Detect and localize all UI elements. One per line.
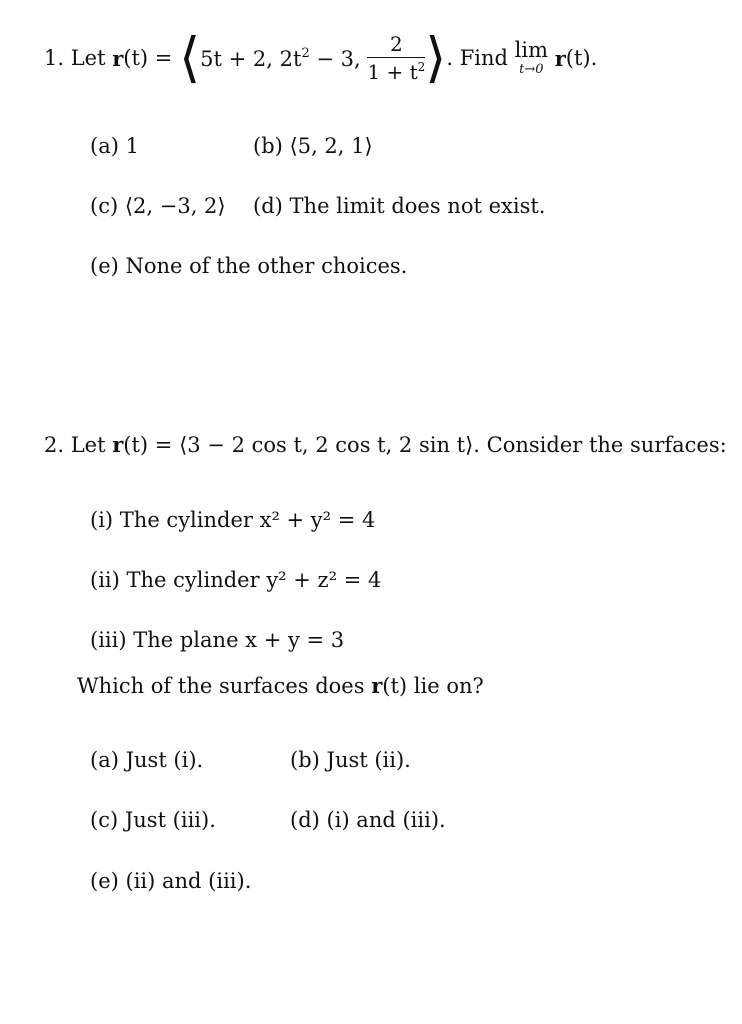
q1-lim-word: lim bbox=[514, 38, 548, 62]
q2-choice-d[interactable]: (d) (i) and (iii). bbox=[290, 808, 446, 832]
q1-after: . Find bbox=[446, 46, 508, 70]
q1-limit bbox=[515, 40, 548, 76]
q2-surface-ii: (ii) The cylinder y² + z² = 4 bbox=[90, 568, 382, 592]
q1-func: r bbox=[112, 45, 124, 71]
q1-lim-func: r bbox=[554, 45, 566, 71]
q1-frac-den: $1 + t^2$ bbox=[367, 57, 425, 82]
q1-lim-arg: (t). bbox=[565, 46, 598, 70]
q2-choice-a[interactable]: (a) Just (i). bbox=[90, 748, 204, 772]
q1-choice-d[interactable]: (d) The limit does not exist. bbox=[253, 194, 546, 218]
q2-choice-e[interactable]: (e) (ii) and (iii). bbox=[90, 869, 252, 893]
q1-choice-a[interactable]: (a) 1 bbox=[90, 134, 139, 158]
q2-expr: (t) = ⟨3 − 2 cos t, 2 cos t, 2 sin t⟩. Consider the surfaces: bbox=[123, 433, 727, 457]
question-2-statement bbox=[44, 432, 727, 457]
q2-choice-c[interactable]: (c) Just (iii). bbox=[90, 808, 216, 832]
left-angle-bracket: ⟨ bbox=[179, 26, 201, 90]
q1-lim-sub: t→0 bbox=[519, 62, 544, 77]
right-angle-bracket: ⟩ bbox=[425, 26, 447, 90]
q1-frac-num: 2 bbox=[389, 32, 403, 56]
q1-fraction bbox=[367, 34, 425, 82]
q2-label: 2. Let bbox=[44, 433, 106, 457]
q2-question-func: r bbox=[371, 673, 383, 698]
question-1-statement bbox=[44, 28, 597, 88]
q1-comp1: 5t + 2, $2t^2 - 3$, bbox=[200, 45, 361, 71]
q2-question: Which of the surfaces does r(t) lie on? bbox=[77, 673, 484, 698]
q1-choice-e[interactable]: (e) None of the other choices. bbox=[90, 254, 408, 278]
q2-surface-iii: (iii) The plane x + y = 3 bbox=[90, 628, 345, 652]
q1-choice-c[interactable]: (c) ⟨2, −3, 2⟩ bbox=[90, 194, 226, 218]
q2-surface-i: (i) The cylinder x² + y² = 4 bbox=[90, 508, 376, 532]
q2-func: r bbox=[112, 432, 124, 457]
q2-choice-b[interactable]: (b) Just (ii). bbox=[290, 748, 411, 772]
q1-choice-b[interactable]: (b) ⟨5, 2, 1⟩ bbox=[253, 134, 373, 158]
q1-label: 1. Let bbox=[44, 46, 106, 70]
q1-arg: (t) = bbox=[123, 46, 173, 70]
